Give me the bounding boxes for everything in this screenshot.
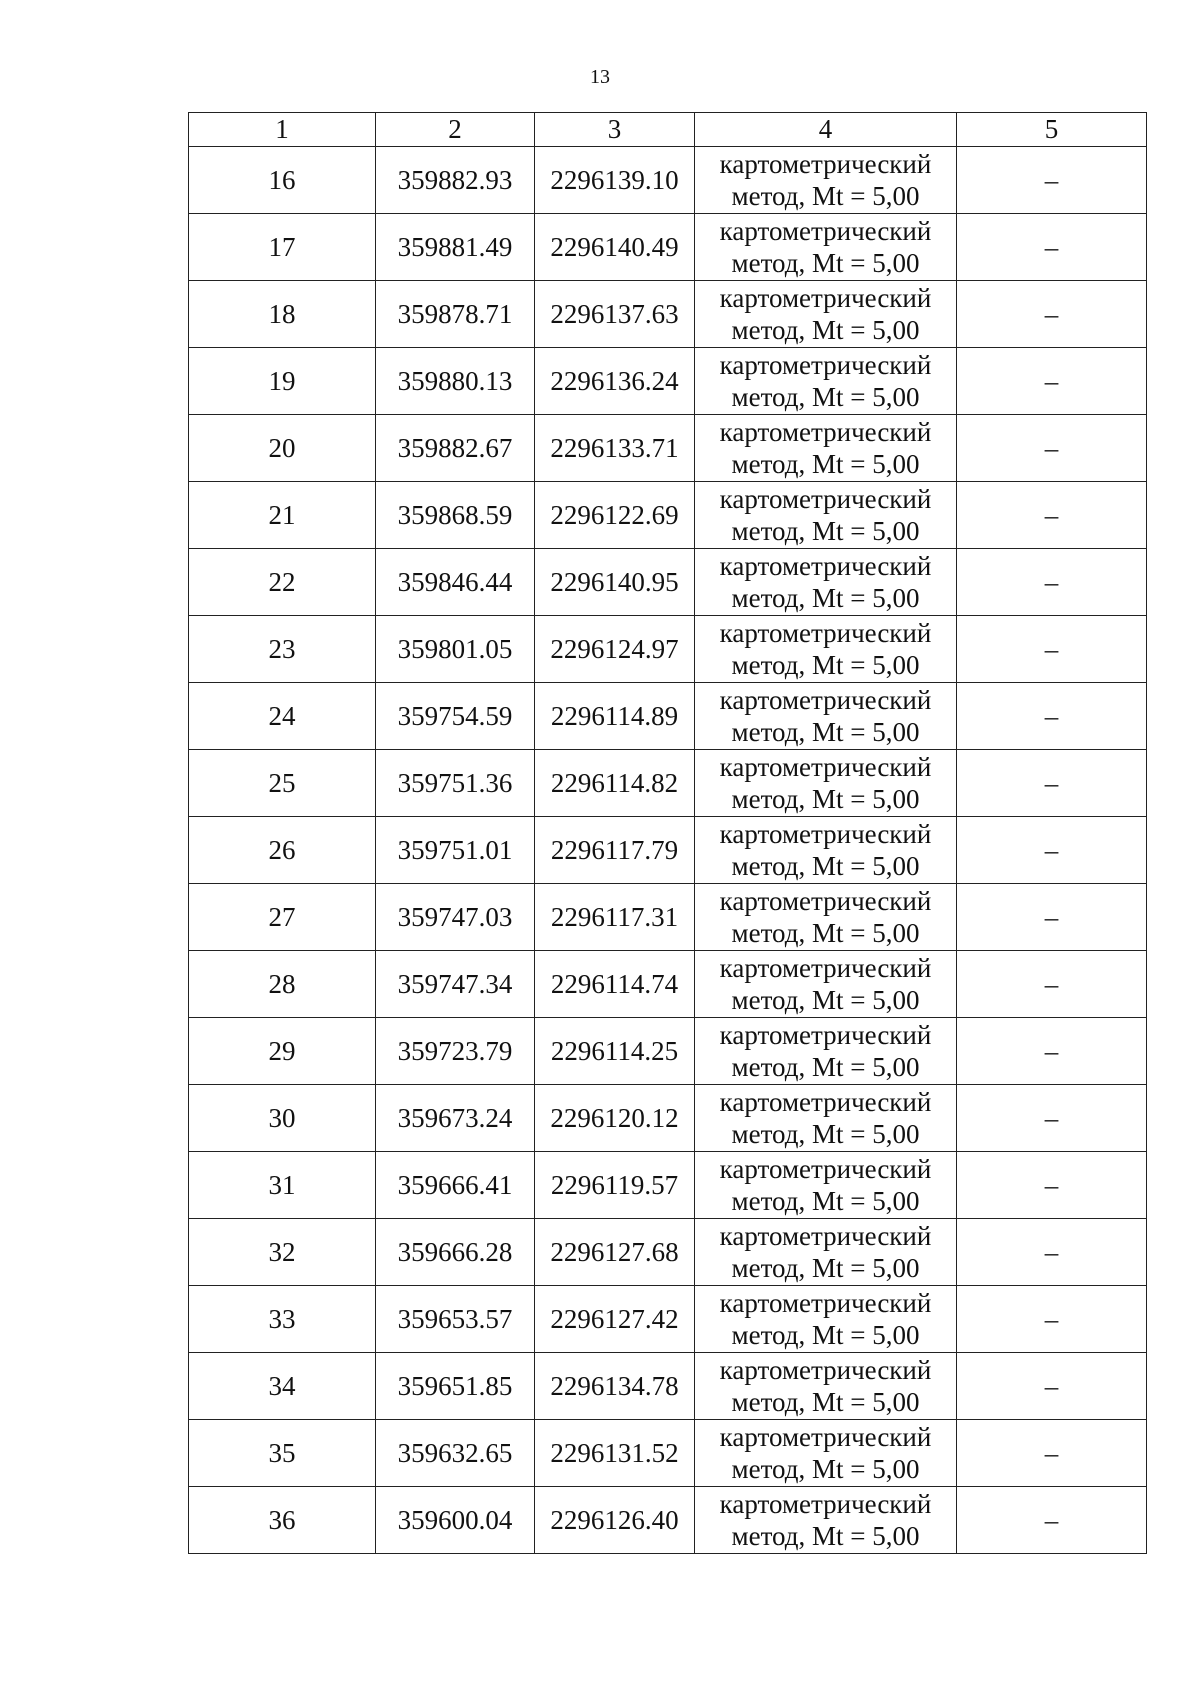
x-coordinate-cell: 359754.59 — [376, 683, 535, 750]
header-col-4: 4 — [695, 113, 957, 147]
method-line-2: метод, Mt = 5,00 — [731, 315, 920, 345]
column-5-cell: – — [957, 147, 1147, 214]
method-line-2: метод, Mt = 5,00 — [731, 516, 920, 546]
method-line-1: картометрический — [719, 216, 932, 246]
table-row — [189, 549, 1147, 616]
column-5-cell: – — [957, 1152, 1147, 1219]
x-coordinate-cell: 359673.24 — [376, 1085, 535, 1152]
x-coordinate-cell: 359632.65 — [376, 1420, 535, 1487]
y-coordinate-cell: 2296119.57 — [535, 1152, 695, 1219]
method-line-2: метод, Mt = 5,00 — [731, 650, 920, 680]
y-coordinate-cell: 2296114.25 — [535, 1018, 695, 1085]
x-coordinate-cell: 359882.93 — [376, 147, 535, 214]
table-row — [189, 348, 1147, 415]
column-5-cell: – — [957, 1420, 1147, 1487]
method-cell — [695, 884, 957, 951]
table-row — [189, 884, 1147, 951]
y-coordinate-cell: 2296117.31 — [535, 884, 695, 951]
method-line-1: картометрический — [719, 1020, 932, 1050]
y-coordinate-cell: 2296114.82 — [535, 750, 695, 817]
method-cell — [695, 1487, 957, 1554]
x-coordinate-cell: 359882.67 — [376, 415, 535, 482]
header-col-3: 3 — [535, 113, 695, 147]
method-cell — [695, 616, 957, 683]
x-coordinate-cell: 359747.03 — [376, 884, 535, 951]
x-coordinate-cell: 359747.34 — [376, 951, 535, 1018]
y-coordinate-cell: 2296136.24 — [535, 348, 695, 415]
method-line-1: картометрический — [719, 1087, 932, 1117]
y-coordinate-cell: 2296133.71 — [535, 415, 695, 482]
method-cell — [695, 1018, 957, 1085]
method-line-1: картометрический — [719, 551, 932, 581]
method-line-1: картометрический — [719, 1154, 932, 1184]
point-number-cell: 27 — [189, 884, 376, 951]
table-row — [189, 1487, 1147, 1554]
method-cell — [695, 1152, 957, 1219]
column-5-cell: – — [957, 348, 1147, 415]
y-coordinate-cell: 2296134.78 — [535, 1353, 695, 1420]
point-number-cell: 30 — [189, 1085, 376, 1152]
table-row — [189, 951, 1147, 1018]
column-5-cell: – — [957, 1286, 1147, 1353]
y-coordinate-cell: 2296127.68 — [535, 1219, 695, 1286]
table-row — [189, 1219, 1147, 1286]
method-line-1: картометрический — [719, 1489, 932, 1519]
method-line-2: метод, Mt = 5,00 — [731, 1454, 920, 1484]
point-number-cell: 35 — [189, 1420, 376, 1487]
method-line-1: картометрический — [719, 953, 932, 983]
table-row — [189, 683, 1147, 750]
method-cell — [695, 214, 957, 281]
method-cell — [695, 1219, 957, 1286]
table-row — [189, 415, 1147, 482]
x-coordinate-cell: 359868.59 — [376, 482, 535, 549]
x-coordinate-cell: 359751.36 — [376, 750, 535, 817]
table-row — [189, 1018, 1147, 1085]
point-number-cell: 26 — [189, 817, 376, 884]
column-5-cell: – — [957, 1219, 1147, 1286]
method-line-1: картометрический — [719, 1288, 932, 1318]
table-row — [189, 147, 1147, 214]
method-line-2: метод, Mt = 5,00 — [731, 181, 920, 211]
header-col-5: 5 — [957, 113, 1147, 147]
method-line-1: картометрический — [719, 484, 932, 514]
x-coordinate-cell: 359801.05 — [376, 616, 535, 683]
column-5-cell: – — [957, 281, 1147, 348]
point-number-cell: 36 — [189, 1487, 376, 1554]
column-5-cell: – — [957, 1487, 1147, 1554]
column-5-cell: – — [957, 482, 1147, 549]
method-line-2: метод, Mt = 5,00 — [731, 248, 920, 278]
method-line-1: картометрический — [719, 283, 932, 313]
method-line-1: картометрический — [719, 149, 932, 179]
method-line-1: картометрический — [719, 417, 932, 447]
method-cell — [695, 1353, 957, 1420]
method-line-2: метод, Mt = 5,00 — [731, 918, 920, 948]
method-line-2: метод, Mt = 5,00 — [731, 583, 920, 613]
table-row — [189, 750, 1147, 817]
method-line-2: метод, Mt = 5,00 — [731, 1052, 920, 1082]
table-body — [189, 147, 1147, 1554]
method-cell — [695, 415, 957, 482]
method-line-2: метод, Mt = 5,00 — [731, 784, 920, 814]
point-number-cell: 31 — [189, 1152, 376, 1219]
method-cell — [695, 750, 957, 817]
y-coordinate-cell: 2296120.12 — [535, 1085, 695, 1152]
method-line-1: картометрический — [719, 886, 932, 916]
y-coordinate-cell: 2296117.79 — [535, 817, 695, 884]
column-5-cell: – — [957, 1085, 1147, 1152]
method-line-2: метод, Mt = 5,00 — [731, 1521, 920, 1551]
x-coordinate-cell: 359878.71 — [376, 281, 535, 348]
y-coordinate-cell: 2296127.42 — [535, 1286, 695, 1353]
method-cell — [695, 549, 957, 616]
column-5-cell: – — [957, 1018, 1147, 1085]
method-cell — [695, 951, 957, 1018]
column-5-cell: – — [957, 549, 1147, 616]
method-cell — [695, 281, 957, 348]
point-number-cell: 24 — [189, 683, 376, 750]
point-number-cell: 25 — [189, 750, 376, 817]
method-line-1: картометрический — [719, 618, 932, 648]
table-row — [189, 1152, 1147, 1219]
method-line-1: картометрический — [719, 752, 932, 782]
point-number-cell: 17 — [189, 214, 376, 281]
table-row — [189, 214, 1147, 281]
method-cell — [695, 147, 957, 214]
point-number-cell: 16 — [189, 147, 376, 214]
x-coordinate-cell: 359881.49 — [376, 214, 535, 281]
point-number-cell: 23 — [189, 616, 376, 683]
table-row — [189, 616, 1147, 683]
method-cell — [695, 348, 957, 415]
column-5-cell: – — [957, 750, 1147, 817]
y-coordinate-cell: 2296140.49 — [535, 214, 695, 281]
table-row — [189, 1286, 1147, 1353]
header-col-1: 1 — [189, 113, 376, 147]
y-coordinate-cell: 2296126.40 — [535, 1487, 695, 1554]
method-line-2: метод, Mt = 5,00 — [731, 1119, 920, 1149]
table-row — [189, 1353, 1147, 1420]
x-coordinate-cell: 359723.79 — [376, 1018, 535, 1085]
column-5-cell: – — [957, 214, 1147, 281]
method-cell — [695, 1085, 957, 1152]
point-number-cell: 21 — [189, 482, 376, 549]
y-coordinate-cell: 2296137.63 — [535, 281, 695, 348]
x-coordinate-cell: 359666.28 — [376, 1219, 535, 1286]
method-cell — [695, 683, 957, 750]
method-line-2: метод, Mt = 5,00 — [731, 449, 920, 479]
column-5-cell: – — [957, 817, 1147, 884]
point-number-cell: 19 — [189, 348, 376, 415]
y-coordinate-cell: 2296114.89 — [535, 683, 695, 750]
page-number: 13 — [590, 66, 610, 88]
column-5-cell: – — [957, 616, 1147, 683]
method-line-2: метод, Mt = 5,00 — [731, 1387, 920, 1417]
method-line-2: метод, Mt = 5,00 — [731, 851, 920, 881]
method-cell — [695, 1286, 957, 1353]
table-row — [189, 817, 1147, 884]
method-line-2: метод, Mt = 5,00 — [731, 382, 920, 412]
table-header-row — [189, 113, 1147, 147]
point-number-cell: 18 — [189, 281, 376, 348]
method-line-1: картометрический — [719, 819, 932, 849]
table-row — [189, 482, 1147, 549]
column-5-cell: – — [957, 415, 1147, 482]
x-coordinate-cell: 359751.01 — [376, 817, 535, 884]
table-row — [189, 1085, 1147, 1152]
point-number-cell: 32 — [189, 1219, 376, 1286]
x-coordinate-cell: 359653.57 — [376, 1286, 535, 1353]
method-line-1: картометрический — [719, 685, 932, 715]
method-line-1: картометрический — [719, 1221, 932, 1251]
x-coordinate-cell: 359600.04 — [376, 1487, 535, 1554]
column-5-cell: – — [957, 951, 1147, 1018]
method-line-2: метод, Mt = 5,00 — [731, 1186, 920, 1216]
y-coordinate-cell: 2296114.74 — [535, 951, 695, 1018]
column-5-cell: – — [957, 884, 1147, 951]
x-coordinate-cell: 359651.85 — [376, 1353, 535, 1420]
x-coordinate-cell: 359880.13 — [376, 348, 535, 415]
y-coordinate-cell: 2296122.69 — [535, 482, 695, 549]
point-number-cell: 29 — [189, 1018, 376, 1085]
method-line-1: картометрический — [719, 1355, 932, 1385]
column-5-cell: – — [957, 1353, 1147, 1420]
method-cell — [695, 1420, 957, 1487]
coordinates-table — [188, 112, 1147, 1554]
point-number-cell: 28 — [189, 951, 376, 1018]
y-coordinate-cell: 2296139.10 — [535, 147, 695, 214]
column-5-cell: – — [957, 683, 1147, 750]
x-coordinate-cell: 359666.41 — [376, 1152, 535, 1219]
table-row — [189, 1420, 1147, 1487]
y-coordinate-cell: 2296140.95 — [535, 549, 695, 616]
y-coordinate-cell: 2296131.52 — [535, 1420, 695, 1487]
table-row — [189, 281, 1147, 348]
header-col-2: 2 — [376, 113, 535, 147]
x-coordinate-cell: 359846.44 — [376, 549, 535, 616]
method-line-2: метод, Mt = 5,00 — [731, 1320, 920, 1350]
method-line-1: картометрический — [719, 1422, 932, 1452]
point-number-cell: 22 — [189, 549, 376, 616]
point-number-cell: 20 — [189, 415, 376, 482]
point-number-cell: 33 — [189, 1286, 376, 1353]
method-cell — [695, 482, 957, 549]
y-coordinate-cell: 2296124.97 — [535, 616, 695, 683]
method-line-1: картометрический — [719, 350, 932, 380]
method-cell — [695, 817, 957, 884]
method-line-2: метод, Mt = 5,00 — [731, 717, 920, 747]
method-line-2: метод, Mt = 5,00 — [731, 985, 920, 1015]
method-line-2: метод, Mt = 5,00 — [731, 1253, 920, 1283]
point-number-cell: 34 — [189, 1353, 376, 1420]
